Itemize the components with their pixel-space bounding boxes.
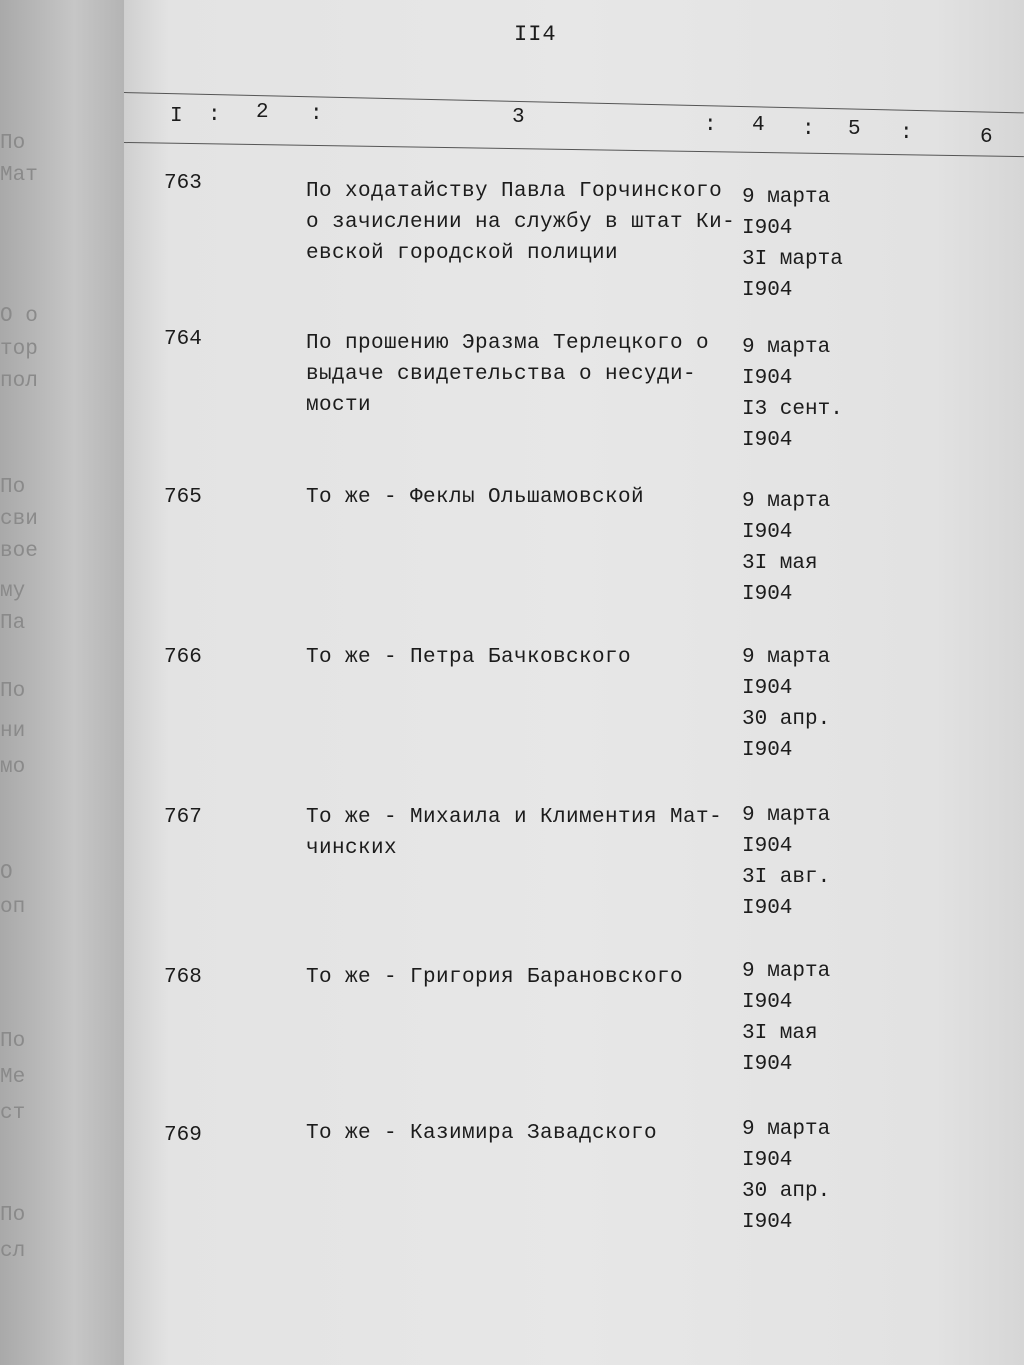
description-line: То же - Феклы Ольшамовской [306, 486, 645, 509]
column-separator: : [900, 122, 913, 145]
description-line: То же - Михаила и Климентия Мат- [306, 806, 723, 829]
description-line: выдаче свидетельства о несуди- [306, 363, 697, 386]
entry-dates [742, 182, 843, 306]
end-year: I904 [742, 583, 793, 606]
start-date: 9 марта [742, 1118, 831, 1141]
left-page-fragment: ст [0, 1102, 26, 1125]
column-header-2: 2 [256, 101, 269, 124]
start-date: 9 марта [742, 804, 831, 827]
entry-dates [742, 486, 830, 610]
end-year: I904 [742, 1053, 793, 1076]
entry-description [306, 962, 736, 993]
left-page-fragment: О [0, 862, 13, 885]
start-date: 9 марта [742, 960, 831, 983]
end-date: 3I мая [742, 552, 818, 575]
description-line: То же - Казимира Завадского [306, 1122, 658, 1145]
start-date: 9 марта [742, 490, 831, 513]
left-page-fragment: По [0, 680, 26, 703]
description-line: чинских [306, 837, 398, 860]
end-date: 30 апр. [742, 1180, 831, 1203]
left-page-fragment: сви [0, 508, 38, 531]
entry-number: 764 [164, 328, 202, 351]
left-page-fragment: мо [0, 756, 26, 779]
entry-number: 765 [164, 486, 202, 509]
column-header-6: 6 [980, 126, 993, 149]
left-page-fragment: ни [0, 720, 26, 743]
document-page [124, 0, 1024, 1365]
start-year: I904 [742, 991, 793, 1014]
entry-description [306, 328, 736, 421]
left-page-fragment: По [0, 476, 26, 499]
column-header-1: I [170, 105, 183, 128]
column-separator: : [704, 114, 717, 137]
entry-number: 763 [164, 172, 202, 195]
end-year: I904 [742, 739, 793, 762]
column-header-4: 4 [752, 114, 765, 137]
end-date: 3I авг. [742, 866, 831, 889]
start-year: I904 [742, 521, 793, 544]
description-line: По прошению Эразма Терлецкого о [306, 332, 710, 355]
entry-dates [742, 642, 830, 766]
end-date: 3I мая [742, 1022, 818, 1045]
column-separator: : [802, 118, 815, 141]
left-page-fragment: му [0, 580, 26, 603]
entry-dates [742, 1114, 830, 1238]
end-date: 30 апр. [742, 708, 831, 731]
left-page-fragment: О о [0, 305, 38, 328]
left-page-fragment: тор [0, 338, 38, 361]
entry-dates [742, 956, 830, 1080]
left-page-fragment: По [0, 132, 26, 155]
entry-description [306, 176, 736, 269]
end-year: I904 [742, 897, 793, 920]
left-page-fragment: Мат [0, 164, 38, 187]
entry-number: 766 [164, 646, 202, 669]
entry-number: 767 [164, 806, 202, 829]
end-year: I904 [742, 429, 793, 452]
start-date: 9 марта [742, 646, 831, 669]
start-year: I904 [742, 367, 793, 390]
end-year: I904 [742, 1211, 793, 1234]
left-page-fragment: Па [0, 612, 26, 635]
start-date: 9 марта [742, 186, 831, 209]
end-year: I904 [742, 279, 793, 302]
entry-description [306, 482, 736, 513]
end-date: 3I марта [742, 248, 843, 271]
start-year: I904 [742, 835, 793, 858]
page-number: II4 [514, 22, 557, 47]
description-line: То же - Петра Бачковского [306, 646, 632, 669]
header-bottom-rule [124, 142, 1024, 157]
left-page-fragment: По [0, 1204, 26, 1227]
entry-description [306, 802, 736, 864]
left-page-edge [0, 0, 124, 1365]
start-year: I904 [742, 217, 793, 240]
entry-dates [742, 332, 843, 456]
description-line: о зачислении на службу в штат Ки- [306, 211, 736, 234]
entry-number: 769 [164, 1124, 202, 1147]
description-line: евской городской полиции [306, 242, 619, 265]
left-page-fragment: Ме [0, 1066, 26, 1089]
left-page-fragment: сл [0, 1240, 26, 1263]
column-header-5: 5 [848, 118, 861, 141]
entry-description [306, 1118, 736, 1149]
left-page-fragment: вое [0, 540, 38, 563]
column-separator: : [208, 104, 221, 127]
description-line: То же - Григория Барановского [306, 966, 684, 989]
end-date: I3 сент. [742, 398, 843, 421]
column-separator: : [310, 103, 323, 126]
description-line: мости [306, 394, 372, 417]
left-page-fragment: оп [0, 896, 26, 919]
start-year: I904 [742, 677, 793, 700]
entry-dates [742, 800, 830, 924]
start-year: I904 [742, 1149, 793, 1172]
left-page-fragment: По [0, 1030, 26, 1053]
left-page-fragment: пол [0, 370, 38, 393]
start-date: 9 марта [742, 336, 831, 359]
description-line: По ходатайству Павла Горчинского [306, 180, 723, 203]
entry-description [306, 642, 736, 673]
entry-number: 768 [164, 966, 202, 989]
column-header-3: 3 [512, 106, 525, 129]
